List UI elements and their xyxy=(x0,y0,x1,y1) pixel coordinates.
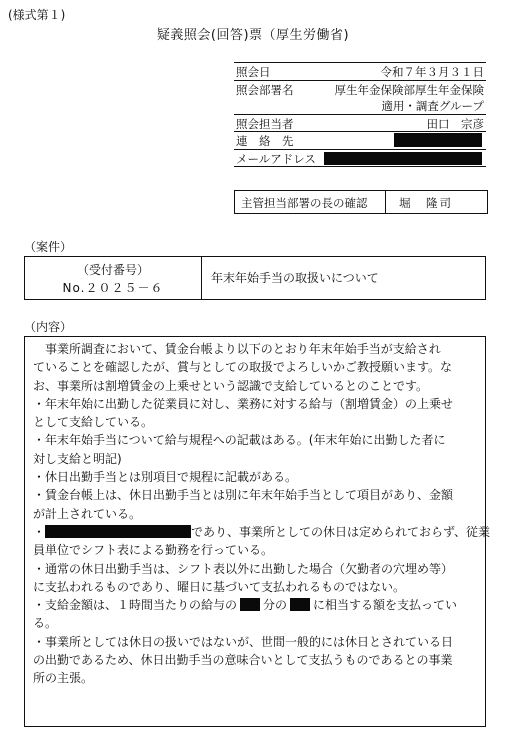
case-number-value: No.２０２５－６ xyxy=(62,281,164,295)
email-label: メールアドレス xyxy=(236,151,316,166)
person-value: 田口 宗彦 xyxy=(426,116,484,131)
sender-info-block xyxy=(234,62,486,167)
person-row xyxy=(234,115,486,133)
email-row xyxy=(234,150,486,168)
content-line: 員単位でシフト表による勤務を行っている。 xyxy=(33,543,274,558)
content-line: お、事業所は割増賃金の上乗せという認識で支給しているとのことです。 xyxy=(33,378,429,393)
content-redaction xyxy=(240,598,260,611)
confirmation-divider xyxy=(385,191,386,213)
person-label: 照会担当者 xyxy=(236,116,294,131)
content-redaction xyxy=(45,525,191,538)
case-number-label: （受付番号） xyxy=(76,263,149,277)
content-line: ・年末年始に出勤した従業員に対し、業務に対する給与（割増賃金）の上乗せ xyxy=(33,396,454,411)
content-line: ・休日出勤手当とは別項目で規程に記載がある。 xyxy=(33,470,298,485)
contact-label: 連 絡 先 xyxy=(236,134,294,148)
content-line: ・事業所としては休日の扱いではないが、世間一般的には休日とされている日 xyxy=(33,634,454,649)
case-table xyxy=(24,256,486,300)
contact-redaction xyxy=(394,133,482,147)
content-line: が計上されている。 xyxy=(33,506,142,521)
contact-row xyxy=(234,132,486,150)
dept-label: 照会部署名 xyxy=(236,82,294,97)
bullet: ・ xyxy=(33,524,46,539)
content-section-label: （内容） xyxy=(24,320,73,334)
dept-value-1: 厚生年金保険部厚生年金保険 xyxy=(334,82,484,97)
content-body xyxy=(33,340,491,688)
date-value: 令和７年３月３１日 xyxy=(380,65,484,79)
content-line: の出勤であるため、休日出勤手当の意味合いとして支払うものであるとの事業 xyxy=(33,653,453,668)
content-line: 事業所調査において、賃金台帳より以下のとおり年末年始手当が支給され xyxy=(33,342,441,356)
dept-row xyxy=(234,81,486,98)
content-redaction xyxy=(290,598,310,611)
confirmation-box xyxy=(234,190,488,214)
content-line-text: に相当する額を支払ってい xyxy=(313,598,458,613)
content-line-text: 分の xyxy=(263,598,288,613)
confirmation-value: 堀 隆司 xyxy=(399,196,453,210)
content-line: ・賃金台帳上は、休日出勤手当とは別に年末年始手当として項目があり、金額 xyxy=(33,488,454,503)
email-redaction xyxy=(324,152,482,165)
content-line: る。 xyxy=(33,616,58,631)
content-line: ・通常の休日出勤手当は、シフト表以外に出勤した場合（欠勤者の穴埋め等） xyxy=(33,561,454,576)
content-line: ・年末年始手当について給与規程への記載はある。(年末年始に出勤した者に xyxy=(33,433,446,448)
document-title: 疑義照会(回答)票（厚生労働省) xyxy=(156,28,350,43)
content-line: 所の主張。 xyxy=(33,671,94,686)
case-number-cell xyxy=(25,257,201,299)
case-divider xyxy=(201,257,202,299)
content-line: に支払われるものであり、曜日に基づいて支払われるものではない。 xyxy=(33,579,406,594)
confirmation-label: 主管担当部署の長の確認 xyxy=(241,196,368,210)
form-number: (様式第１) xyxy=(8,8,66,22)
content-line-redacted xyxy=(33,523,491,541)
content-line: として支給している。 xyxy=(33,415,154,430)
case-section-label: （案件） xyxy=(24,240,73,254)
case-subject: 年末年始手当の取扱いについて xyxy=(211,271,379,285)
date-label: 照会日 xyxy=(236,65,271,79)
content-line: 対し支給と明記) xyxy=(33,451,122,466)
date-row xyxy=(234,62,486,81)
content-line: ていることを確認したが、賞与としての取扱でよろしいかご教授願います。な xyxy=(33,360,453,375)
content-box xyxy=(24,336,491,727)
dept-value-2: 適用・調査グループ xyxy=(381,99,484,113)
dept-row-2 xyxy=(234,97,486,115)
content-line-text: ・支給金額は、１時間当たりの給与の xyxy=(33,598,238,613)
content-line-text: であり、事業所としての休日は定められておらず、従業 xyxy=(191,524,491,539)
content-line-redacted xyxy=(33,596,479,614)
